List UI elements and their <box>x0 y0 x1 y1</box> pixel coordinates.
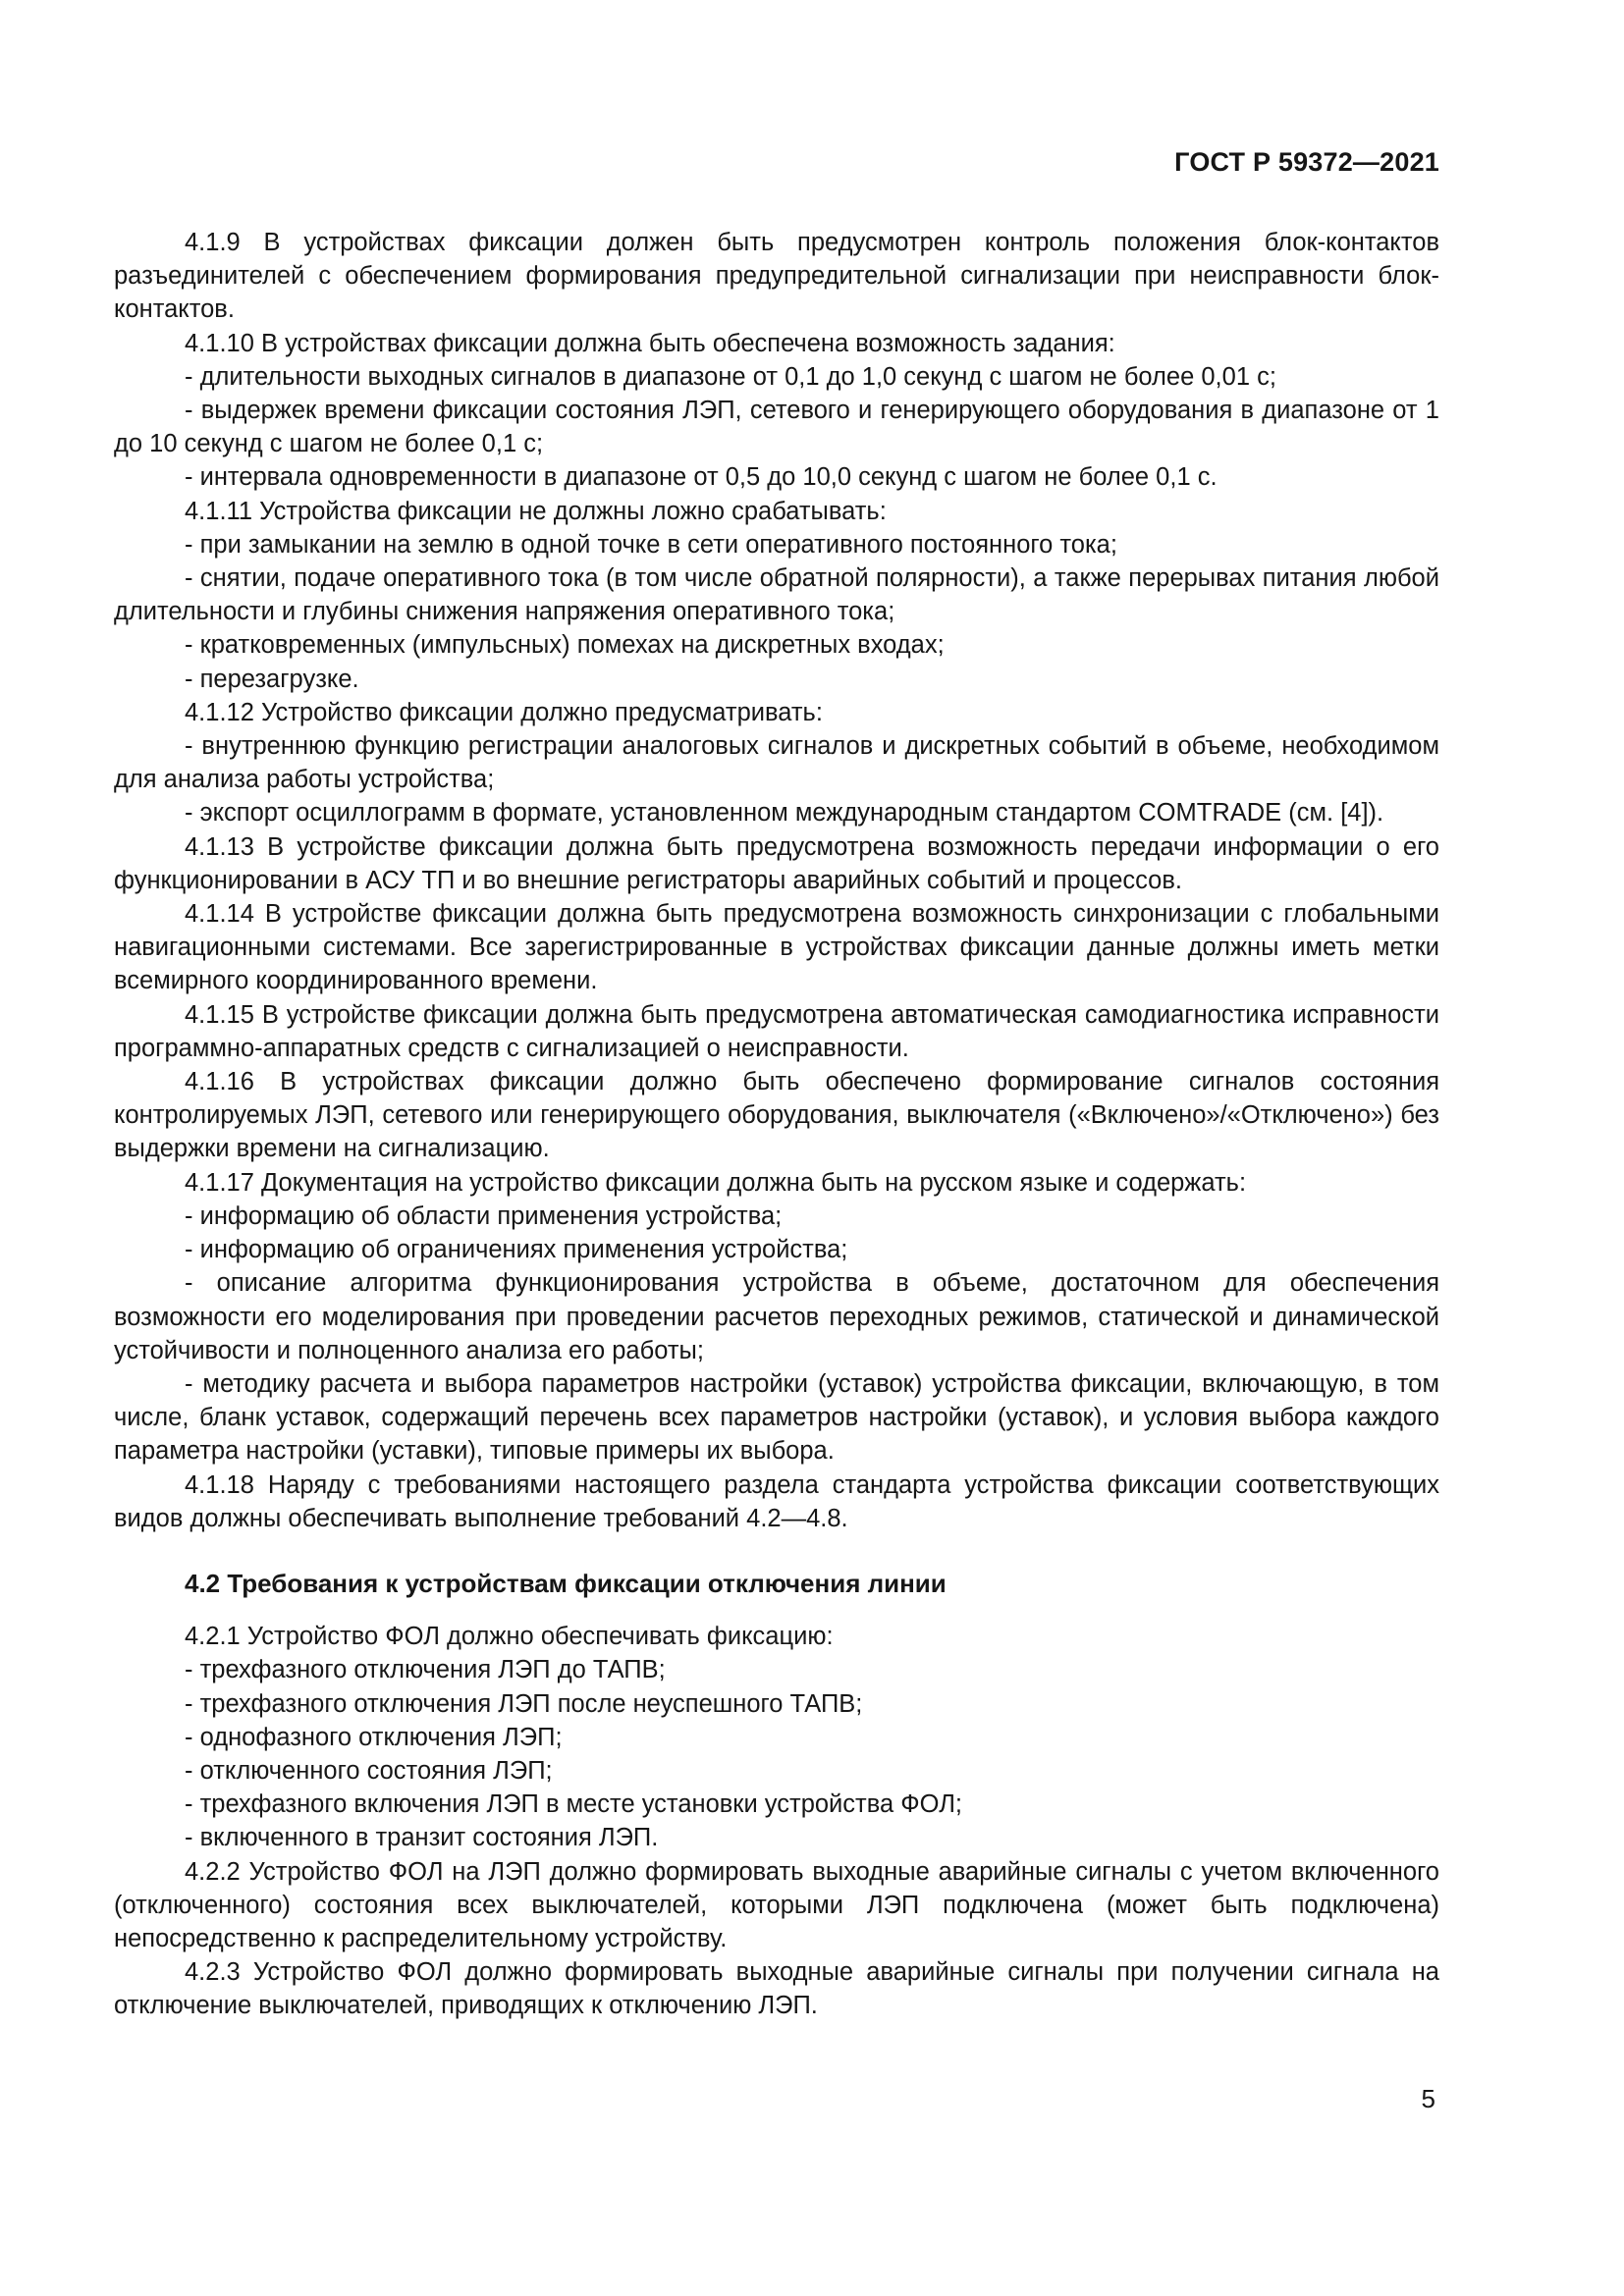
list-item: - внутреннюю функцию регистрации аналоговых сигналов и дискретных событий в объеме, необходимом для анализа работы устройства; <box>114 732 1439 794</box>
list-item: - информацию об ограничениях применения устройства; <box>185 1236 848 1264</box>
list-item: - выдержек времени фиксации состояния ЛЭП, сетевого и генерирующего оборудования в диапазоне от 1 до 10 секунд с шагом не более 0,1 с; <box>114 397 1439 458</box>
list-item: - снятии, подаче оперативного тока (в том числе обратной полярности), а также перерывах питания любой длительности и глубины снижения напряжения оперативного тока; <box>114 564 1439 626</box>
list-item: - при замыкании на землю в одной точке в сети оперативного постоянного тока; <box>185 530 1117 559</box>
list-item: - экспорт осциллограмм в формате, установленном международным стандартом COMTRADE (см. [4]). <box>185 799 1384 828</box>
paragraph: 4.1.10 В устройствах фиксации должна быть обеспечена возможность задания: <box>185 329 1115 357</box>
paragraph: 4.1.12 Устройство фиксации должно предусматривать: <box>185 698 823 726</box>
list-item: - длительности выходных сигналов в диапазоне от 0,1 до 1,0 секунд с шагом не более 0,01 с; <box>185 362 1276 391</box>
list-item: - однофазного отключения ЛЭП; <box>185 1723 563 1751</box>
paragraph: 4.1.15 В устройстве фиксации должна быть предусмотрена автоматическая самодиагностика исправности программно-аппаратных средств с сигнализацией о неисправности. <box>114 1000 1439 1062</box>
list-item: - трехфазного отключения ЛЭП после неуспешного ТАПВ; <box>185 1689 863 1718</box>
list-item: - описание алгоритма функционирования устройства в объеме, достаточном для обеспечения возможности его моделирования при проведении расчетов переходных режимов, статической и динамической устойчивости и полноценного анализа его работы; <box>114 1269 1439 1364</box>
paragraph: 4.1.16 В устройствах фиксации должно быть обеспечено формирование сигналов состояния контролируемых ЛЭП, сетевого или генерирующего оборудования, выключателя («Включено»/«Отключено») без выдержки времени на сигнализацию. <box>114 1068 1439 1163</box>
paragraph: 4.2.2 Устройство ФОЛ на ЛЭП должно формировать выходные аварийные сигналы с учетом включенного (отключенного) состояния всех выключателей, которыми ЛЭП подключена (может быть подключена) непосредственно к распределительному устройству. <box>114 1857 1439 1952</box>
document-body <box>114 226 1439 2023</box>
paragraph: 4.1.11 Устройства фиксации не должны ложно срабатывать: <box>185 497 887 525</box>
paragraph: 4.1.9 В устройствах фиксации должен быть предусмотрен контроль положения блок-контактов разъединителей с обеспечением формирования предупредительной сигнализации при неисправности блок-контактов. <box>114 229 1439 324</box>
document-code: ГОСТ Р 59372—2021 <box>1174 147 1439 177</box>
section-heading: 4.2 Требования к устройствам фиксации отключения линии <box>185 1568 947 1598</box>
list-item: - перезагрузке. <box>185 665 359 693</box>
list-item: - трехфазного включения ЛЭП в месте установки устройства ФОЛ; <box>185 1790 963 1819</box>
list-item: - кратковременных (импульсных) помехах на дискретных входах; <box>185 631 945 660</box>
page-number: 5 <box>1421 2084 1435 2113</box>
paragraph: 4.1.13 В устройстве фиксации должна быть предусмотрена возможность передачи информации о его функционировании в АСУ ТП и во внешние регистраторы аварийных событий и процессов. <box>114 832 1439 894</box>
list-item: - отключенного состояния ЛЭП; <box>185 1756 553 1785</box>
list-item: - включенного в транзит состояния ЛЭП. <box>185 1824 659 1852</box>
list-item: - информацию об области применения устройства; <box>185 1201 783 1230</box>
paragraph: 4.2.3 Устройство ФОЛ должно формировать выходные аварийные сигналы при получении сигнала на отключение выключателей, приводящих к отключению ЛЭП. <box>114 1958 1439 2020</box>
paragraph: 4.1.17 Документация на устройство фиксации должна быть на русском языке и содержать: <box>185 1168 1247 1197</box>
paragraph: 4.2.1 Устройство ФОЛ должно обеспечивать фиксацию: <box>185 1623 834 1651</box>
list-item: - методику расчета и выбора параметров настройки (уставок) устройства фиксации, включающую, в том числе, бланк уставок, содержащий перечень всех параметров настройки (уставок), и условия выбора каждого параметра настройки (уставки), типовые примеры их выбора. <box>114 1369 1439 1466</box>
paragraph: 4.1.14 В устройстве фиксации должна быть предусмотрена возможность синхронизации с глобальными навигационными системами. Все зарегистрированные в устройствах фиксации данные должны иметь метки всемирного координированного времени. <box>114 900 1439 995</box>
list-item: - интервала одновременности в диапазоне от 0,5 до 10,0 секунд с шагом не более 0,1 с. <box>185 463 1218 492</box>
list-item: - трехфазного отключения ЛЭП до ТАПВ; <box>185 1656 666 1684</box>
paragraph: 4.1.18 Наряду с требованиями настоящего раздела стандарта устройства фиксации соответствующих видов должны обеспечивать выполнение требований 4.2—4.8. <box>114 1470 1439 1532</box>
